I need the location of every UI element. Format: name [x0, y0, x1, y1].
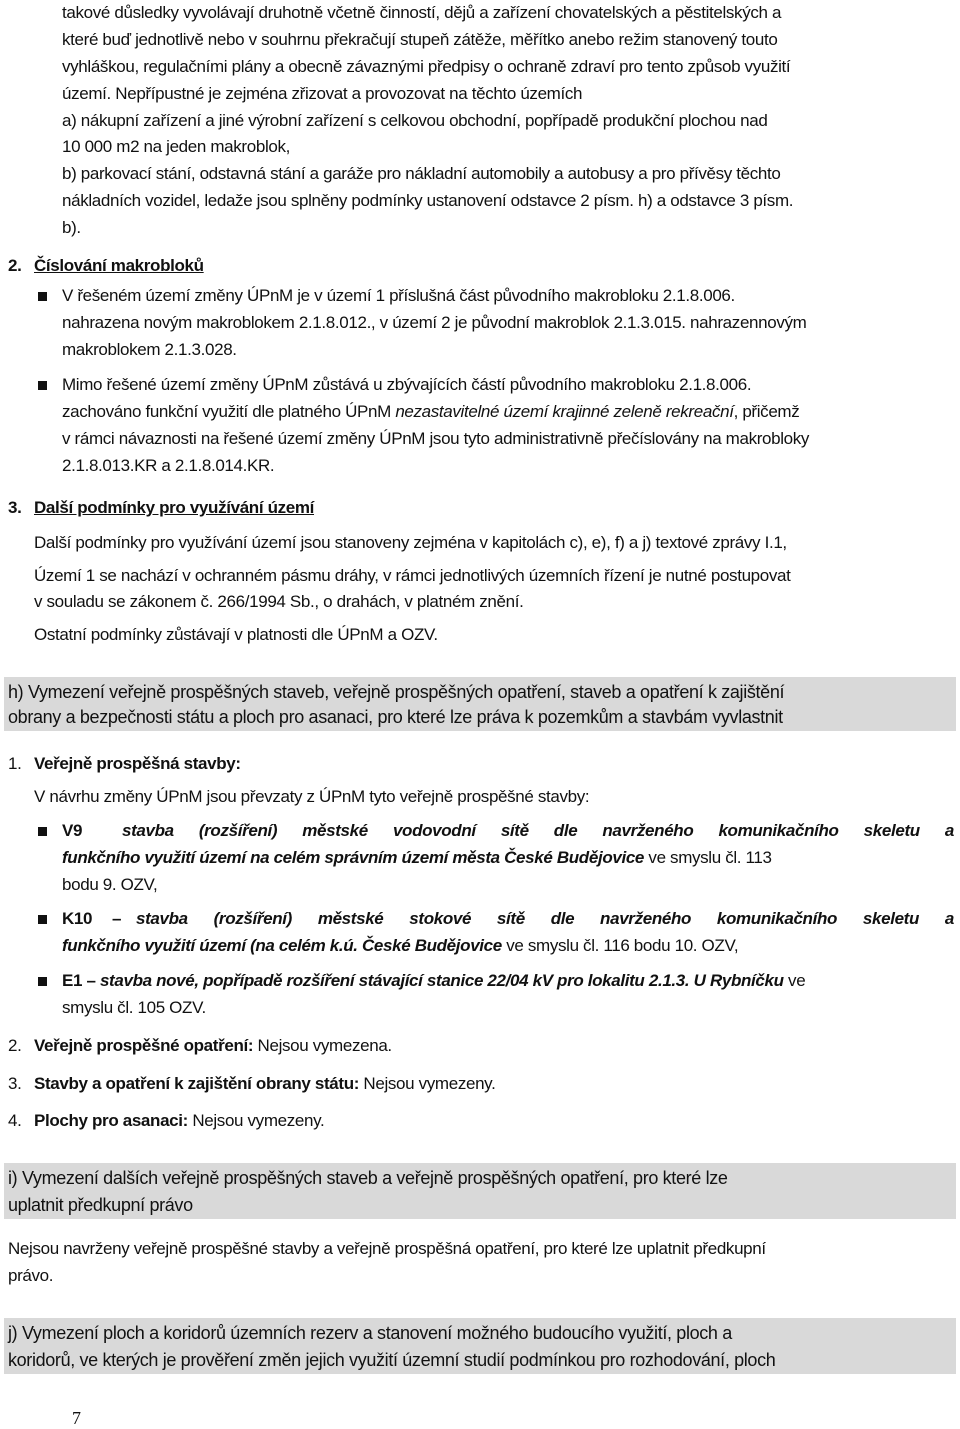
item-2-number: 2.	[8, 1036, 22, 1055]
bullet-icon	[38, 381, 47, 390]
k10-line2	[62, 935, 738, 957]
intro-line-1: takové důsledky vyvolávají druhotně včetně činností, dějů a zařízení chovatelských a pěstitelských a	[62, 3, 782, 22]
item-4	[34, 1110, 324, 1132]
v9-code: V9	[62, 821, 83, 840]
vps-intro: V návrhu změny ÚPnM jsou převzaty z ÚPnM tyto veřejně prospěšné stavby:	[34, 787, 590, 806]
section-j-banner	[4, 1318, 956, 1374]
k10-code: K10	[62, 909, 93, 928]
s2-bullet2-line2	[62, 401, 799, 423]
v9-line3: bodu 9. OZV,	[62, 875, 158, 894]
s2-bullet2-italic: nezastavitelné území krajinné zeleně rekreační	[395, 402, 734, 421]
section-i-title-line1: i) Vymezení dalších veřejně prospěšných staveb a veřejně prospěšných opatření, pro které lze	[8, 1168, 728, 1188]
e1-code: E1 –	[62, 971, 96, 990]
intro-line-3: vyhláškou, regulačními plány a obecně závaznými předpisy o ochraně zdraví pro tento způsob využití	[62, 57, 791, 76]
s2-bullet2-line1: Mimo řešené území změny ÚPnM zůstává u zbývajících částí původního makrobloku 2.1.8.006.	[62, 375, 752, 394]
s3-para3: Ostatní podmínky zůstávají v platnosti dle ÚPnM a OZV.	[34, 625, 438, 644]
k10-dash: –	[112, 909, 122, 928]
item-4-value: Nejsou vymezeny.	[187, 1111, 325, 1130]
s2-bullet2-text: zachováno funkční využití dle platného ÚPnM	[62, 402, 396, 421]
item-2	[34, 1035, 392, 1057]
intro-line-8: nákladních vozidel, ledaže jsou splněny podmínky ustanovení odstavce 2 písm. h) a odstavce 3 písm.	[62, 191, 794, 210]
intro-line-7: b) parkovací stání, odstavná stání a garáže pro nákladní automobily a autobusy a pro přívěsy těchto	[62, 164, 781, 183]
item-2-label: Veřejně prospěšné opatření:	[34, 1036, 254, 1055]
section-3-number: 3.	[8, 498, 22, 517]
item-3-number: 3.	[8, 1074, 22, 1093]
k10-bold-text: funkčního využití území (na celém k.ú. České Budějovice	[62, 936, 502, 955]
section-h-banner	[4, 677, 956, 731]
section-h-title-line2: obrany a bezpečnosti státu a ploch pro asanaci, pro které lze práva k pozemkům a stavbám vyvlastnit	[8, 707, 783, 727]
bullet-icon	[38, 977, 47, 986]
section-i-title-line2: uplatnit předkupní právo	[8, 1195, 193, 1215]
vps-number: 1.	[8, 754, 22, 773]
item-3-label: Stavby a opatření k zajištění obrany státu:	[34, 1074, 360, 1093]
s2-bullet2-line3: v rámci návaznosti na řešené území změny ÚPnM jsou tyto administrativně přečíslovány na makrobloky	[62, 429, 810, 448]
intro-line-4: území. Nepřípustné je zejména zřizovat a provozovat na těchto územích	[62, 84, 583, 103]
item-2-value: Nejsou vymezena.	[253, 1036, 392, 1055]
intro-line-2: které buď jednotlivě nebo v souhrnu překračují stupeň zátěže, měřítko anebo režim stanovený touto	[62, 30, 778, 49]
v9-normal-text: ve smyslu čl. 113	[644, 848, 772, 867]
section-j-title-line2: koridorů, ve kterých je prověření změn jejich využití územní studií podmínkou pro rozhodování, ploch	[8, 1350, 776, 1370]
section-i-para-line2: právo.	[8, 1266, 54, 1285]
s3-para2-line1: Území 1 se nachází v ochranném pásmu dráhy, v rámci jednotlivých územních řízení je nutné postupovat	[34, 566, 791, 585]
s2-bullet1-line2: nahrazena novým makroblokem 2.1.8.012., v území 2 je původní makroblok 2.1.3.015. nahrazennovým	[62, 313, 807, 332]
e1-line2: smyslu čl. 105 OZV.	[62, 998, 206, 1017]
s3-para1: Další podmínky pro využívání území jsou stanoveny zejména v kapitolách c), e), f) a j) textové zprávy I.1,	[34, 533, 787, 552]
section-2-title: Číslování makrobloků	[34, 256, 204, 275]
bullet-icon	[38, 827, 47, 836]
intro-line-6: 10 000 m2 na jeden makroblok,	[62, 137, 290, 156]
k10-normal-text: ve smyslu čl. 116 bodu 10. OZV,	[501, 936, 739, 955]
e1-line1	[62, 970, 805, 992]
section-i-para-line1: Nejsou navrženy veřejně prospěšné stavby a veřejně prospěšná opatření, pro které lze uplatnit předkupní	[8, 1239, 766, 1258]
intro-line-9: b).	[62, 218, 81, 237]
v9-line2	[62, 847, 772, 869]
s2-bullet1-line3: makroblokem 2.1.3.028.	[62, 340, 237, 359]
v9-line1: stavba (rozšíření) městské vodovodní sítě dle navrženého komunikačního skeletu a	[122, 821, 954, 840]
section-3-title: Další podmínky pro využívání území	[34, 498, 315, 517]
section-j-title-line1: j) Vymezení ploch a koridorů územních rezerv a stanovení možného budoucího využití, ploch a	[8, 1323, 732, 1343]
section-i-banner	[4, 1163, 956, 1219]
bullet-icon	[38, 915, 47, 924]
e1-normal-text: ve	[783, 971, 806, 990]
section-2-number: 2.	[8, 256, 22, 275]
item-3-value: Nejsou vymezeny.	[359, 1074, 496, 1093]
bullet-icon	[38, 292, 47, 301]
item-4-number: 4.	[8, 1111, 22, 1130]
v9-bold-text: funkčního využití území na celém správním území města České Budějovice	[62, 848, 645, 867]
section-h-title-line1: h) Vymezení veřejně prospěšných staveb, veřejně prospěšných opatření, staveb a opatření k zajištění	[8, 682, 785, 702]
k10-line1: stavba (rozšíření) městské stokové sítě dle navrženého komunikačního skeletu a	[136, 909, 954, 928]
s3-para2-line2: v souladu se zákonem č. 266/1994 Sb., o drahách, v platném znění.	[34, 592, 524, 611]
e1-bold-text: stavba nové, popřípadě rozšíření stávající stanice 22/04 kV pro lokalitu 2.1.3. U Rybníčku	[99, 971, 784, 990]
page-number: 7	[72, 1408, 81, 1428]
s2-bullet1-line1: V řešeném území změny ÚPnM je v území 1 příslušná část původního makrobloku 2.1.8.006.	[62, 286, 735, 305]
s2-bullet2-line4: 2.1.8.013.KR a 2.1.8.014.KR.	[62, 456, 275, 475]
s2-bullet2-tail: , přičemž	[733, 402, 800, 421]
intro-line-5: a) nákupní zařízení a jiné výrobní zařízení s celkovou obchodní, popřípadě produkční plochou nad	[62, 111, 768, 130]
vps-title: Veřejně prospěšná stavby:	[34, 754, 241, 773]
item-4-label: Plochy pro asanaci:	[34, 1111, 188, 1130]
item-3	[34, 1073, 495, 1095]
